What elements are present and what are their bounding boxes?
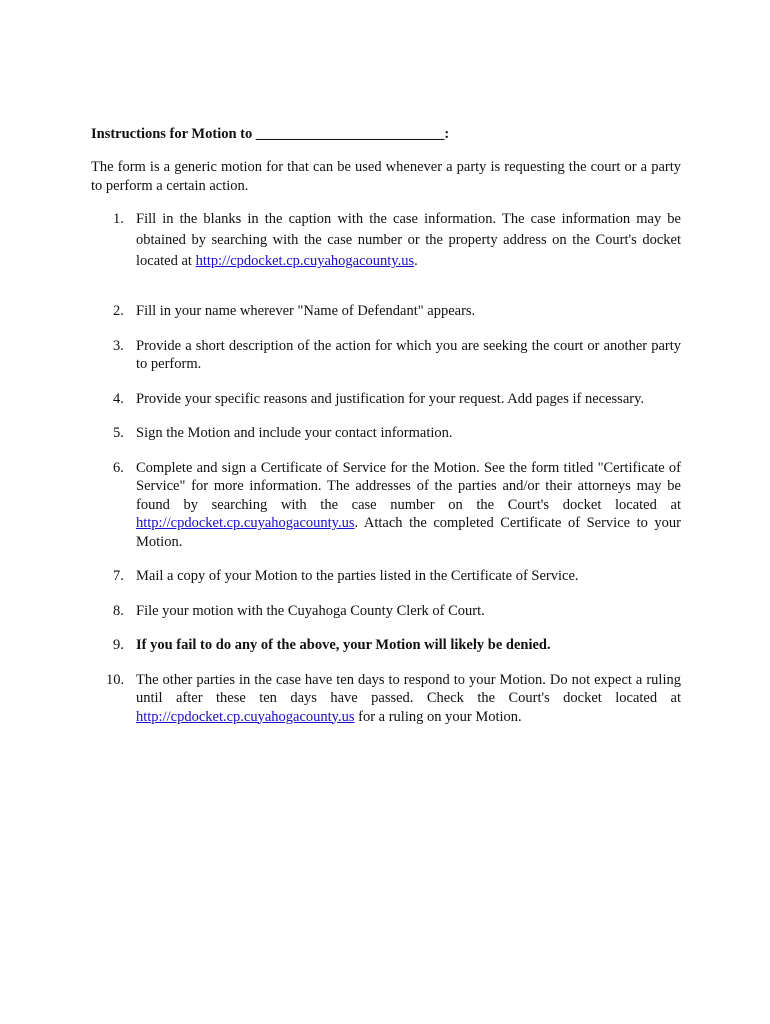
docket-link[interactable]: http://cpdocket.cp.cuyahogacounty.us (136, 515, 355, 531)
list-number: 10. (106, 671, 125, 688)
list-item-10 (91, 671, 681, 727)
step-text: for a ruling on your Motion. (354, 708, 522, 725)
list-item-2 (91, 302, 681, 321)
list-number: 2. (113, 303, 124, 319)
list-item-6 (91, 459, 681, 552)
intro-paragraph: The form is a generic motion for that can be used whenever a party is requesting the court or a party to perform a certain action. (91, 159, 681, 194)
list-number: 8. (113, 602, 124, 619)
warning-text: If you fail to do any of the above, your Motion will likely be denied. (136, 637, 551, 653)
step-text: Complete and sign a Certificate of Service for the Motion. See the form titled "Certificate of Service" for more information. The addresses of the parties and/or their attorneys may be found by searching with the case number on the Court's docket located at (136, 459, 681, 513)
docket-link[interactable]: http://cpdocket.cp.cuyahogacounty.us (195, 253, 415, 269)
list-item-8 (91, 602, 681, 621)
step-text: Fill in your name wherever "Name of Defendant" appears. (136, 303, 476, 319)
list-item-5 (91, 424, 681, 443)
list-item-9 (91, 636, 681, 655)
list-number: 6. (113, 459, 124, 476)
step-text: File your motion with the Cuyahoga County Clerk of Court. (136, 602, 485, 619)
instruction-list (91, 209, 681, 726)
list-item-4 (91, 390, 681, 409)
list-number: 1. (113, 211, 124, 227)
step-text: The other parties in the case have ten days to respond to your Motion. Do not expect a ruling until after these ten days have passed. Check the Court's docket located at (136, 671, 681, 706)
list-number: 7. (113, 568, 124, 584)
list-item-1 (91, 209, 681, 272)
instructions-page (91, 124, 681, 742)
list-number: 9. (113, 637, 124, 653)
list-item-3 (91, 337, 681, 374)
step-text: Mail a copy of your Motion to the parties listed in the Certificate of Service. (136, 568, 579, 584)
list-number: 5. (113, 425, 124, 441)
step-text: Fill in the blanks in the caption with the case information. The case information may be obtained by searching with the case number or the property address on the Court's docket located at (136, 211, 681, 269)
step-text: Sign the Motion and include your contact information. (136, 425, 453, 441)
step-text: . Attach the completed Certificate of Service to your Motion. (136, 515, 681, 550)
step-text: . (414, 253, 418, 269)
list-item-7 (91, 567, 681, 586)
step-text: Provide your specific reasons and justification for your request. Add pages if necessary. (136, 390, 645, 407)
list-number: 4. (113, 390, 124, 407)
step-text: Provide a short description of the action for which you are seeking the court or another party to perform. (136, 337, 681, 372)
page-title: Instructions for Motion to __________________________: (91, 126, 450, 142)
list-number: 3. (113, 337, 124, 354)
docket-link[interactable]: http://cpdocket.cp.cuyahogacounty.us (136, 708, 355, 725)
